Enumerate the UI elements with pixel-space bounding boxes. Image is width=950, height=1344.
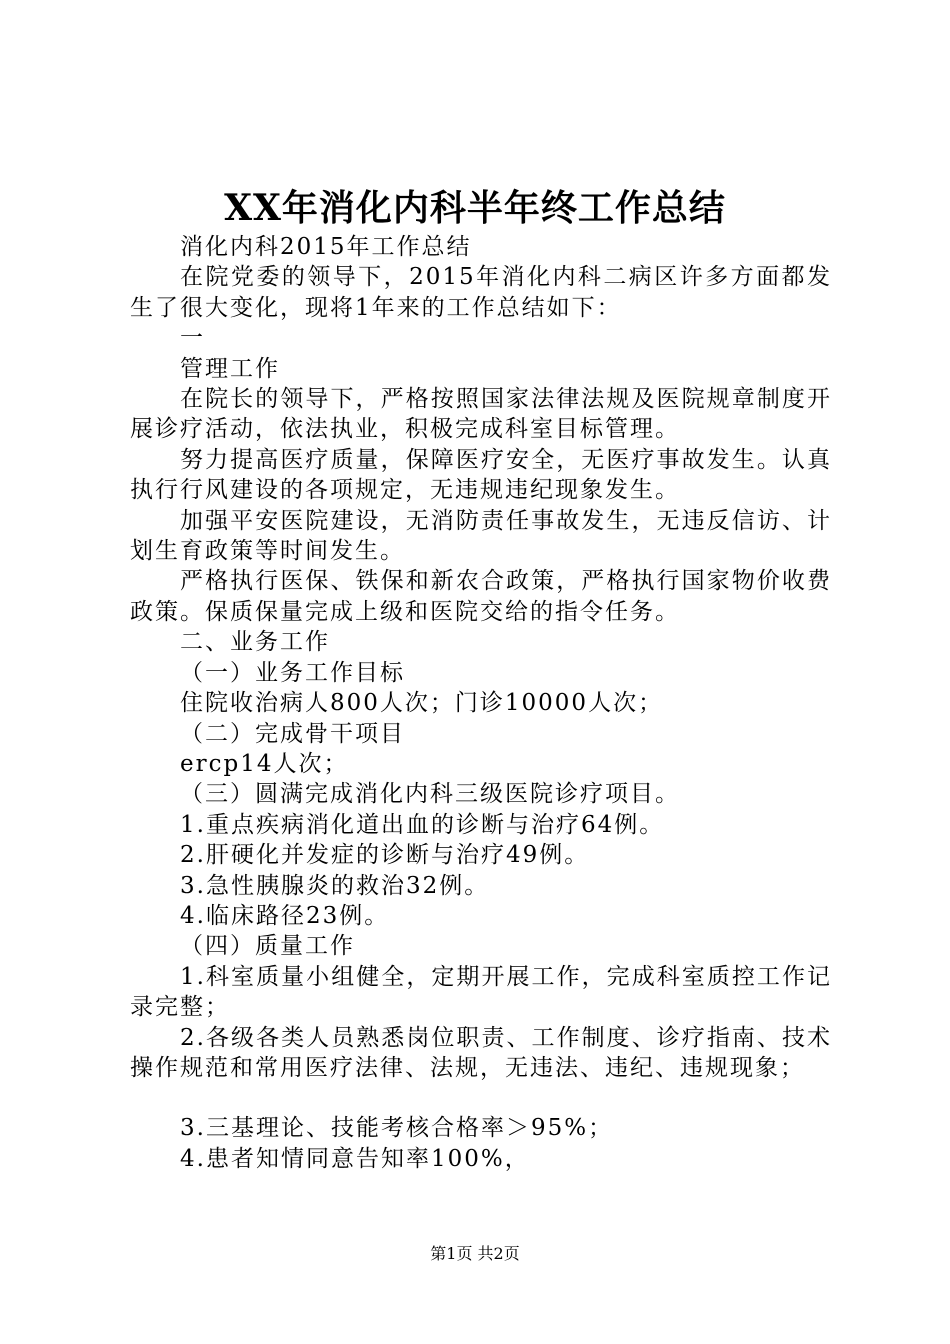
paragraph: 努力提高医疗质量，保障医疗安全，无医疗事故发生。认真执行行风建设的各项规定，无违规违纪现象发生。 bbox=[130, 446, 832, 504]
list-item: 3.急性胰腺炎的救治32例。 bbox=[180, 872, 490, 899]
paragraph: 加强平安医院建设，无消防责任事故发生，无违反信访、计划生育政策等时间发生。 bbox=[130, 507, 832, 565]
page-footer: 第1页 共2页 bbox=[430, 1244, 520, 1263]
list-item: 2.肝硬化并发症的诊断与治疗49例。 bbox=[180, 842, 590, 869]
paragraph-heading-business: 二、业务工作 bbox=[180, 629, 330, 656]
document-title: XX年消化内科半年终工作总结 bbox=[224, 187, 726, 229]
paragraph-section-number: 一 bbox=[180, 325, 205, 352]
list-item: 4.患者知情同意告知率100%， bbox=[180, 1145, 530, 1172]
paragraph: 住院收治病人800人次；门诊10000人次； bbox=[180, 690, 664, 717]
list-item: 1.重点疾病消化道出血的诊断与治疗64例。 bbox=[180, 811, 665, 838]
paragraph-subheading: （三）圆满完成消化内科三级医院诊疗项目。 bbox=[180, 781, 680, 808]
paragraph-subheading: （一）业务工作目标 bbox=[180, 659, 405, 686]
list-item: 2.各级各类人员熟悉岗位职责、工作制度、诊疗指南、技术操作规范和常用医疗法律、法规，无违法、违纪、违规现象； bbox=[130, 1024, 832, 1081]
paragraph: 在院长的领导下，严格按照国家法律法规及医院规章制度开展诊疗活动，依法执业，积极完成科室目标管理。 bbox=[130, 386, 832, 443]
paragraph-subtitle: 消化内科2015年工作总结 bbox=[180, 234, 472, 260]
list-item: 1.科室质量小组健全，定期开展工作，完成科室质控工作记录完整； bbox=[130, 963, 832, 1021]
paragraph-heading-management: 管理工作 bbox=[180, 355, 280, 382]
document-body bbox=[130, 232, 832, 1174]
list-item: 3.三基理论、技能考核合格率＞95%； bbox=[180, 1115, 614, 1142]
list-item: 4.临床路径23例。 bbox=[180, 902, 390, 929]
paragraph-subheading: （四）质量工作 bbox=[180, 933, 355, 960]
paragraph-subheading: （二）完成骨干项目 bbox=[180, 720, 405, 747]
paragraph: 严格执行医保、铁保和新农合政策，严格执行国家物价收费政策。保质保量完成上级和医院交给的指令任务。 bbox=[130, 568, 832, 625]
paragraph-intro: 在院党委的领导下，2015年消化内科二病区许多方面都发生了很大变化，现将1年来的工作总结如下： bbox=[130, 264, 832, 321]
paragraph: ercp14人次； bbox=[180, 750, 349, 777]
